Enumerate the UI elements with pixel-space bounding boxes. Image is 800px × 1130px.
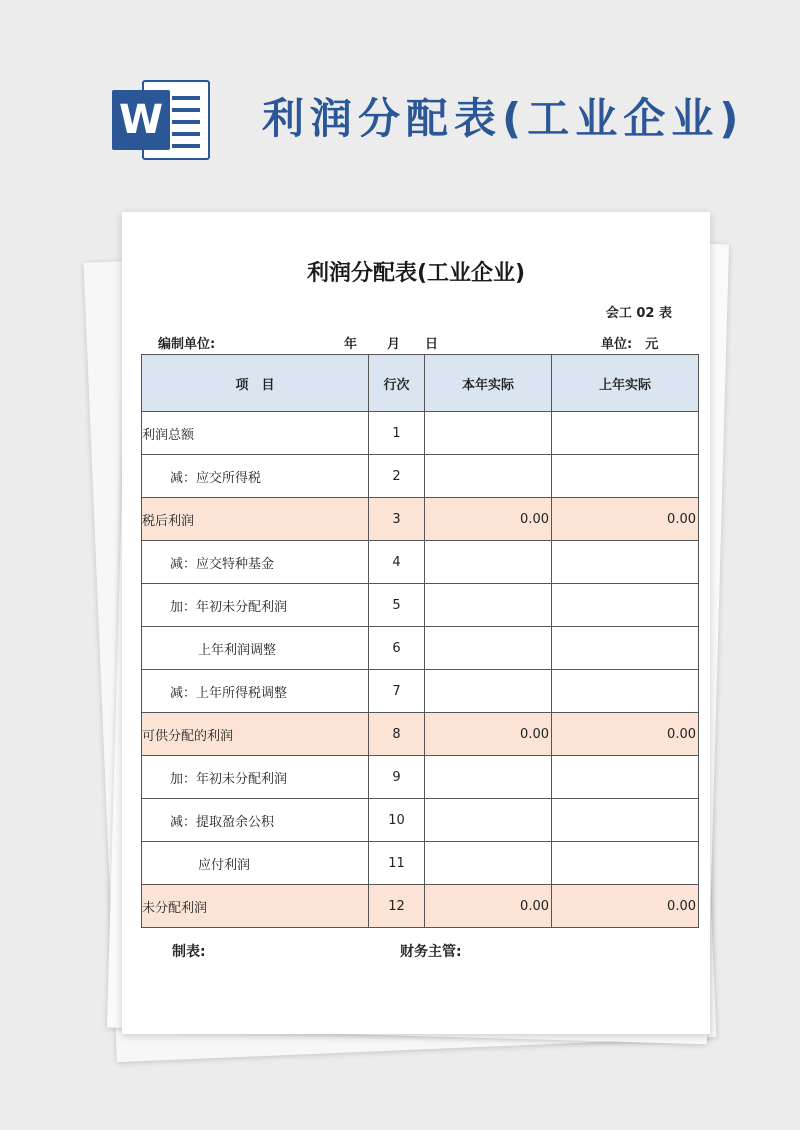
- year-label: 年: [344, 337, 358, 352]
- row-item: 税后利润: [142, 498, 369, 541]
- row-line-no: 9: [369, 756, 425, 799]
- table-row-highlighted: [142, 498, 699, 541]
- document-sheet: [122, 212, 710, 1034]
- form-code: 会工 02 表: [605, 306, 672, 321]
- row-current-year[interactable]: [425, 756, 552, 799]
- row-line-no: 2: [369, 455, 425, 498]
- word-letter-icon: W: [112, 90, 170, 150]
- row-previous-year[interactable]: 0.00: [552, 713, 699, 756]
- row-current-year[interactable]: [425, 842, 552, 885]
- row-line-no: 5: [369, 584, 425, 627]
- prepared-by-label: 编制单位:: [158, 337, 216, 352]
- row-item: 减：上年所得税调整: [142, 670, 369, 713]
- row-item: 应付利润: [142, 842, 369, 885]
- row-previous-year[interactable]: [552, 670, 699, 713]
- table-row: [142, 799, 699, 842]
- row-line-no: 3: [369, 498, 425, 541]
- row-item: 未分配利润: [142, 885, 369, 928]
- row-line-no: 11: [369, 842, 425, 885]
- month-label: 月: [387, 337, 401, 352]
- banner-title: 利润分配表(工业企业): [262, 94, 745, 143]
- table-row-highlighted: [142, 713, 699, 756]
- row-previous-year[interactable]: 0.00: [552, 885, 699, 928]
- row-current-year[interactable]: [425, 455, 552, 498]
- table-row: [142, 541, 699, 584]
- table-row: [142, 584, 699, 627]
- row-line-no: 1: [369, 412, 425, 455]
- row-previous-year[interactable]: [552, 842, 699, 885]
- row-previous-year[interactable]: 0.00: [552, 498, 699, 541]
- row-current-year[interactable]: 0.00: [425, 885, 552, 928]
- row-current-year[interactable]: [425, 584, 552, 627]
- word-logo: [112, 80, 212, 160]
- profit-distribution-table: [141, 354, 699, 928]
- table-row-highlighted: [142, 885, 699, 928]
- header-previous-year: 上年实际: [552, 355, 699, 412]
- row-previous-year[interactable]: [552, 455, 699, 498]
- row-item: 加：年初未分配利润: [142, 756, 369, 799]
- table-row: [142, 412, 699, 455]
- row-current-year[interactable]: [425, 799, 552, 842]
- row-line-no: 8: [369, 713, 425, 756]
- row-current-year[interactable]: [425, 541, 552, 584]
- day-label: 日: [425, 337, 439, 352]
- row-line-no: 10: [369, 799, 425, 842]
- row-previous-year[interactable]: [552, 756, 699, 799]
- row-item: 利润总额: [142, 412, 369, 455]
- row-line-no: 6: [369, 627, 425, 670]
- banner: [0, 0, 800, 200]
- header-line-no: 行次: [369, 355, 425, 412]
- row-previous-year[interactable]: [552, 584, 699, 627]
- row-item: 加：年初未分配利润: [142, 584, 369, 627]
- finance-supervisor-label: 财务主管:: [400, 944, 462, 960]
- row-current-year[interactable]: 0.00: [425, 713, 552, 756]
- row-line-no: 7: [369, 670, 425, 713]
- table-row: [142, 842, 699, 885]
- row-current-year[interactable]: 0.00: [425, 498, 552, 541]
- row-item: 减：应交所得税: [142, 455, 369, 498]
- header-item: 项 目: [142, 355, 369, 412]
- row-previous-year[interactable]: [552, 627, 699, 670]
- maker-label: 制表:: [172, 944, 206, 960]
- row-previous-year[interactable]: [552, 541, 699, 584]
- table-row: [142, 455, 699, 498]
- row-item: 上年利润调整: [142, 627, 369, 670]
- document-title: 利润分配表(工业企业): [306, 261, 526, 286]
- row-current-year[interactable]: [425, 670, 552, 713]
- header-current-year: 本年实际: [425, 355, 552, 412]
- row-line-no: 12: [369, 885, 425, 928]
- row-item: 减：提取盈余公积: [142, 799, 369, 842]
- row-previous-year[interactable]: [552, 799, 699, 842]
- row-current-year[interactable]: [425, 412, 552, 455]
- row-item: 减：应交特种基金: [142, 541, 369, 584]
- row-current-year[interactable]: [425, 627, 552, 670]
- table-row: [142, 756, 699, 799]
- table-row: [142, 670, 699, 713]
- row-line-no: 4: [369, 541, 425, 584]
- row-previous-year[interactable]: [552, 412, 699, 455]
- currency-unit-label: 单位: 元: [601, 337, 659, 352]
- row-item: 可供分配的利润: [142, 713, 369, 756]
- table-header-row: [142, 355, 699, 412]
- table-row: [142, 627, 699, 670]
